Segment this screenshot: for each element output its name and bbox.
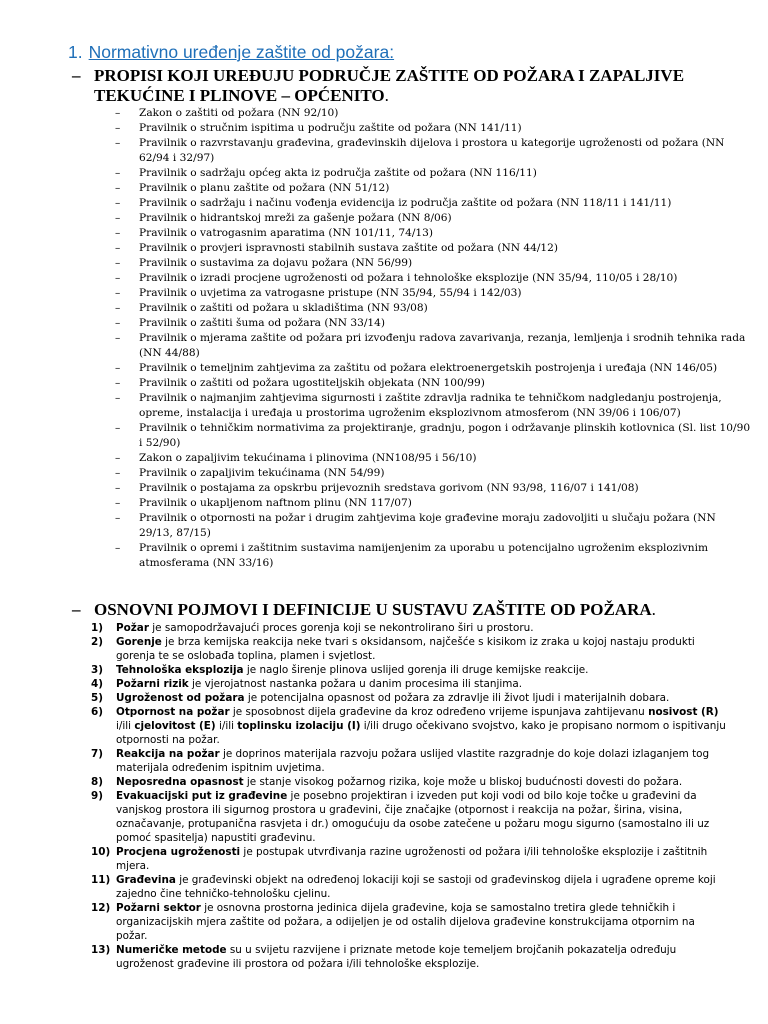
regulation-item bbox=[0, 331, 768, 361]
definition-number: 12) bbox=[91, 902, 111, 914]
list-bullet: – bbox=[115, 482, 121, 494]
definition-item bbox=[0, 705, 768, 747]
definition-term: Požar bbox=[116, 622, 149, 634]
definition-term: Požarni rizik bbox=[116, 678, 189, 690]
definition-text: je posebno projektiran i izveden put koji vodi od bilo koje točke u građevini da vanjskog prostora ili sigurnog prostora u građevini, čije značajke (otpornost i reakcija na požar, širina, visina, označavanje, protupanična rasvjeta i dr.) omogućuju da osobe zatečene u požaru mogu sigurno (samostalno ili uz pomoć spasitelja) napustiti građevinu. bbox=[116, 790, 710, 844]
regulations-list bbox=[0, 106, 768, 571]
definition-text: je doprinos materijala razvoju požara uslijed vlastite razgradnje do koje dolazi izlaganjem tog materijala određenim ispitnim uvjetima. bbox=[116, 748, 710, 774]
definition-item bbox=[0, 677, 768, 691]
regulation-text: Pravilnik o provjeri ispravnosti stabilnih sustava zaštite od požara (NN 44/12) bbox=[139, 242, 559, 254]
section-title-text: OSNOVNI POJMOVI I DEFINICIJE U SUSTAVU ZAŠTITE OD POŽARA bbox=[94, 600, 652, 619]
definition-text: i/ili bbox=[116, 720, 135, 732]
section-title-period: . bbox=[651, 600, 656, 619]
definition-number: 13) bbox=[91, 944, 111, 956]
definition-text: je građevinski objekt na određenoj lokaciji koji se sastoji od građevinskog dijela i ugrađene opreme koji zajedno čine tehničko-tehnološku cjelinu. bbox=[116, 874, 716, 900]
regulation-item bbox=[0, 136, 768, 166]
list-bullet: – bbox=[115, 317, 121, 329]
list-bullet: – bbox=[115, 512, 121, 524]
regulation-item bbox=[0, 421, 768, 451]
section-title-period: . bbox=[384, 86, 389, 105]
regulation-item bbox=[0, 121, 768, 136]
regulation-item bbox=[0, 181, 768, 196]
section-title-text: PROPISI KOJI UREĐUJU PODRUČJE ZAŠTITE OD POŽARA I ZAPALJIVE TEKUĆINE I PLINOVE – OPĆENITO bbox=[94, 66, 685, 105]
definition-term: Numeričke metode bbox=[116, 944, 227, 956]
list-bullet: – bbox=[115, 257, 121, 269]
regulation-text: Pravilnik o hidrantskoj mreži za gašenje požara (NN 8/06) bbox=[139, 212, 452, 224]
regulation-item bbox=[0, 166, 768, 181]
definition-term: Neposredna opasnost bbox=[116, 776, 244, 788]
definition-term: Ugroženost od požara bbox=[116, 692, 245, 704]
definition-term: Požarni sektor bbox=[116, 902, 201, 914]
definition-item bbox=[0, 663, 768, 677]
definition-text: je postupak utvrđivanja razine ugroženosti od požara i/ili tehnološke eksplozije i zaštitnih mjera. bbox=[116, 846, 708, 872]
regulation-text: Pravilnik o otpornosti na požar i drugim zahtjevima koje građevine moraju zadovoljiti u slučaju požara (NN 29/13, 87/15) bbox=[139, 512, 716, 539]
definition-term: Gorenje bbox=[116, 636, 162, 648]
regulation-text: Zakon o zapaljivim tekućinama i plinovima (NN108/95 i 56/10) bbox=[139, 452, 477, 464]
list-bullet: – bbox=[115, 362, 121, 374]
regulation-text: Pravilnik o planu zaštite od požara (NN 51/12) bbox=[139, 182, 390, 194]
definition-term: Otpornost na požar bbox=[116, 706, 230, 718]
list-bullet: – bbox=[115, 227, 121, 239]
regulation-text: Pravilnik o zaštiti od požara ugostiteljskih objekata (NN 100/99) bbox=[139, 377, 485, 389]
definition-text: je brza kemijska reakcija neke tvari s oksidansom, najčešće s kisikom iz zraka u kojoj nastaju produkti gorenja te se oslobađa toplina, plamen i svjetlost. bbox=[116, 636, 695, 662]
regulation-item bbox=[0, 256, 768, 271]
definition-number: 6) bbox=[91, 706, 103, 718]
list-bullet: – bbox=[115, 467, 121, 479]
heading-number: 1. bbox=[68, 42, 83, 62]
definition-number: 7) bbox=[91, 748, 103, 760]
definition-item bbox=[0, 775, 768, 789]
definition-item bbox=[0, 901, 768, 943]
regulation-item bbox=[0, 376, 768, 391]
regulation-text: Pravilnik o izradi procjene ugroženosti od požara i tehnološke eksplozije (NN 35/94, 110/05 i 28/10) bbox=[139, 272, 678, 284]
definition-item bbox=[0, 845, 768, 873]
regulation-item bbox=[0, 241, 768, 256]
list-bullet: – bbox=[115, 452, 121, 464]
definition-text: je samopodržavajući proces gorenja koji se nekontrolirano širi u prostoru. bbox=[148, 622, 534, 634]
definition-item bbox=[0, 873, 768, 901]
list-bullet: – bbox=[115, 137, 121, 149]
section-dash: – bbox=[72, 66, 81, 85]
regulation-text: Pravilnik o postajama za opskrbu prijevoznih sredstava gorivom (NN 93/98, 116/07 i 141/08) bbox=[139, 482, 639, 494]
definition-item bbox=[0, 635, 768, 663]
regulation-text: Pravilnik o sadržaju i načinu vođenja evidencija iz područja zaštite od požara (NN 118/11 i 141/11) bbox=[139, 197, 672, 209]
list-bullet: – bbox=[115, 182, 121, 194]
list-bullet: – bbox=[115, 497, 121, 509]
definition-number: 2) bbox=[91, 636, 103, 648]
regulation-text: Pravilnik o opremi i zaštitnim sustavima namijenjenim za uporabu u potencijalno ugroženim eksplozivnim atmosferama (NN 33/16) bbox=[139, 542, 709, 569]
definition-text: su u svijetu razvijene i priznate metode koje temeljem brojčanih pokazatelja određuju ugroženost građevine ili prostora od požara i/ili tehnološke eksplozije. bbox=[116, 944, 677, 970]
regulation-item bbox=[0, 106, 768, 121]
regulation-text: Pravilnik o razvrstavanju građevina, građevinskih dijelova i prostora u kategorije ugroženosti od požara (NN 62/94 i 32/97) bbox=[139, 137, 725, 164]
list-bullet: – bbox=[115, 167, 121, 179]
definition-term: Reakcija na požar bbox=[116, 748, 220, 760]
regulation-item bbox=[0, 481, 768, 496]
definition-number: 4) bbox=[91, 678, 103, 690]
regulation-text: Pravilnik o vatrogasnim aparatima (NN 101/11, 74/13) bbox=[139, 227, 434, 239]
definition-text: i/ili drugo očekivano svojstvo, kako je propisano normom o ispitivanju otpornosti na požar. bbox=[116, 720, 726, 746]
list-bullet: – bbox=[115, 122, 121, 134]
regulation-text: Pravilnik o tehničkim normativima za projektiranje, gradnju, pogon i održavanje plinskih kotlovnica (Sl. list 10/90 i 52/90) bbox=[139, 422, 751, 449]
regulation-item bbox=[0, 541, 768, 571]
regulation-item bbox=[0, 451, 768, 466]
list-bullet: – bbox=[115, 212, 121, 224]
definition-text: je osnovna prostorna jedinica dijela građevine, koja se samostalno tretira glede tehničkih i organizacijskih mjera zaštite od požara, a odijeljen je od ostalih dijelova građevine konstrukcijama otpornim na požar. bbox=[116, 902, 695, 942]
regulation-item bbox=[0, 361, 768, 376]
regulation-text: Pravilnik o sadržaju općeg akta iz područja zaštite od požara (NN 116/11) bbox=[139, 167, 537, 179]
regulation-item bbox=[0, 496, 768, 511]
list-bullet: – bbox=[115, 332, 121, 344]
heading-text: Normativno uređenje zaštite od požara: bbox=[88, 42, 395, 62]
definition-number: 8) bbox=[91, 776, 103, 788]
definition-number: 10) bbox=[91, 846, 111, 858]
definition-number: 3) bbox=[91, 664, 103, 676]
definition-term: toplinsku izolaciju (I) bbox=[237, 720, 361, 732]
regulation-item bbox=[0, 466, 768, 481]
list-bullet: – bbox=[115, 242, 121, 254]
definition-text: je naglo širenje plinova uslijed gorenja ili druge kemijske reakcije. bbox=[243, 664, 589, 676]
list-bullet: – bbox=[115, 272, 121, 284]
definition-text: je potencijalna opasnost od požara za zdravlje ili život ljudi i materijalnih dobara. bbox=[244, 692, 670, 704]
regulation-text: Pravilnik o zaštiti šuma od požara (NN 33/14) bbox=[139, 317, 386, 329]
regulation-text: Pravilnik o zaštiti od požara u skladištima (NN 93/08) bbox=[139, 302, 428, 314]
regulation-text: Pravilnik o uvjetima za vatrogasne pristupe (NN 35/94, 55/94 i 142/03) bbox=[139, 287, 522, 299]
definition-term: Evakuacijski put iz građevine bbox=[116, 790, 288, 802]
regulation-item bbox=[0, 511, 768, 541]
section-dash: – bbox=[72, 600, 81, 619]
definition-number: 1) bbox=[91, 622, 103, 634]
definition-number: 5) bbox=[91, 692, 103, 704]
list-bullet: – bbox=[115, 287, 121, 299]
list-bullet: – bbox=[115, 392, 121, 404]
definition-number: 11) bbox=[91, 874, 111, 886]
definition-text: je vjerojatnost nastanka požara u danim procesima ili stanjima. bbox=[188, 678, 523, 690]
definition-term: Tehnološka eksplozija bbox=[116, 664, 244, 676]
regulation-item bbox=[0, 196, 768, 211]
list-bullet: – bbox=[115, 377, 121, 389]
definition-text: je sposobnost dijela građevine da kroz određeno vrijeme ispunjava zahtijevanu bbox=[229, 706, 649, 718]
regulation-text: Pravilnik o najmanjim zahtjevima sigurnosti i zaštite zdravlja radnika te tehničkom nadgledanju postrojenja, opreme, instalacija i uređaja u prostorima ugroženim eksplozivnom atmosferom (NN 39/06 i 106/07) bbox=[139, 392, 722, 419]
definition-item bbox=[0, 747, 768, 775]
regulation-item bbox=[0, 391, 768, 421]
definition-item bbox=[0, 943, 768, 971]
definition-term: cjelovitost (E) bbox=[134, 720, 216, 732]
list-bullet: – bbox=[115, 542, 121, 554]
regulation-item bbox=[0, 271, 768, 286]
regulation-text: Zakon o zaštiti od požara (NN 92/10) bbox=[139, 107, 339, 119]
list-bullet: – bbox=[115, 107, 121, 119]
list-bullet: – bbox=[115, 302, 121, 314]
regulation-item bbox=[0, 226, 768, 241]
regulation-item bbox=[0, 211, 768, 226]
definition-number: 9) bbox=[91, 790, 103, 802]
definition-term: Procjena ugroženosti bbox=[116, 846, 241, 858]
regulation-text: Pravilnik o sustavima za dojavu požara (NN 56/99) bbox=[139, 257, 413, 269]
definitions-list bbox=[0, 621, 768, 971]
list-bullet: – bbox=[115, 422, 121, 434]
regulation-text: Pravilnik o zapaljivim tekućinama (NN 54/99) bbox=[139, 467, 385, 479]
main-heading bbox=[68, 42, 394, 63]
regulation-text: Pravilnik o ukapljenom naftnom plinu (NN 117/07) bbox=[139, 497, 412, 509]
definition-term: nosivost (R) bbox=[648, 706, 719, 718]
regulation-text: Pravilnik o temeljnim zahtjevima za zaštitu od požara elektroenergetskih postrojenja i uređaja (NN 146/05) bbox=[139, 362, 718, 374]
regulation-item bbox=[0, 286, 768, 301]
definition-text: je stanje visokog požarnog rizika, koje može u bliskoj budućnosti dovesti do požara. bbox=[243, 776, 683, 788]
section-title-regulations bbox=[72, 66, 762, 106]
definition-term: Građevina bbox=[116, 874, 176, 886]
definition-item bbox=[0, 691, 768, 705]
regulation-text: Pravilnik o mjerama zaštite od požara pri izvođenju radova zavarivanja, rezanja, lemljenja i srodnih tehnika rada (NN 44/88) bbox=[139, 332, 746, 359]
definition-text: i/ili bbox=[215, 720, 238, 732]
definition-item bbox=[0, 789, 768, 845]
regulation-item bbox=[0, 301, 768, 316]
section-title-definitions bbox=[72, 600, 762, 620]
list-bullet: – bbox=[115, 197, 121, 209]
regulation-item bbox=[0, 316, 768, 331]
definition-item bbox=[0, 621, 768, 635]
regulation-text: Pravilnik o stručnim ispitima u području zaštite od požara (NN 141/11) bbox=[139, 122, 522, 134]
